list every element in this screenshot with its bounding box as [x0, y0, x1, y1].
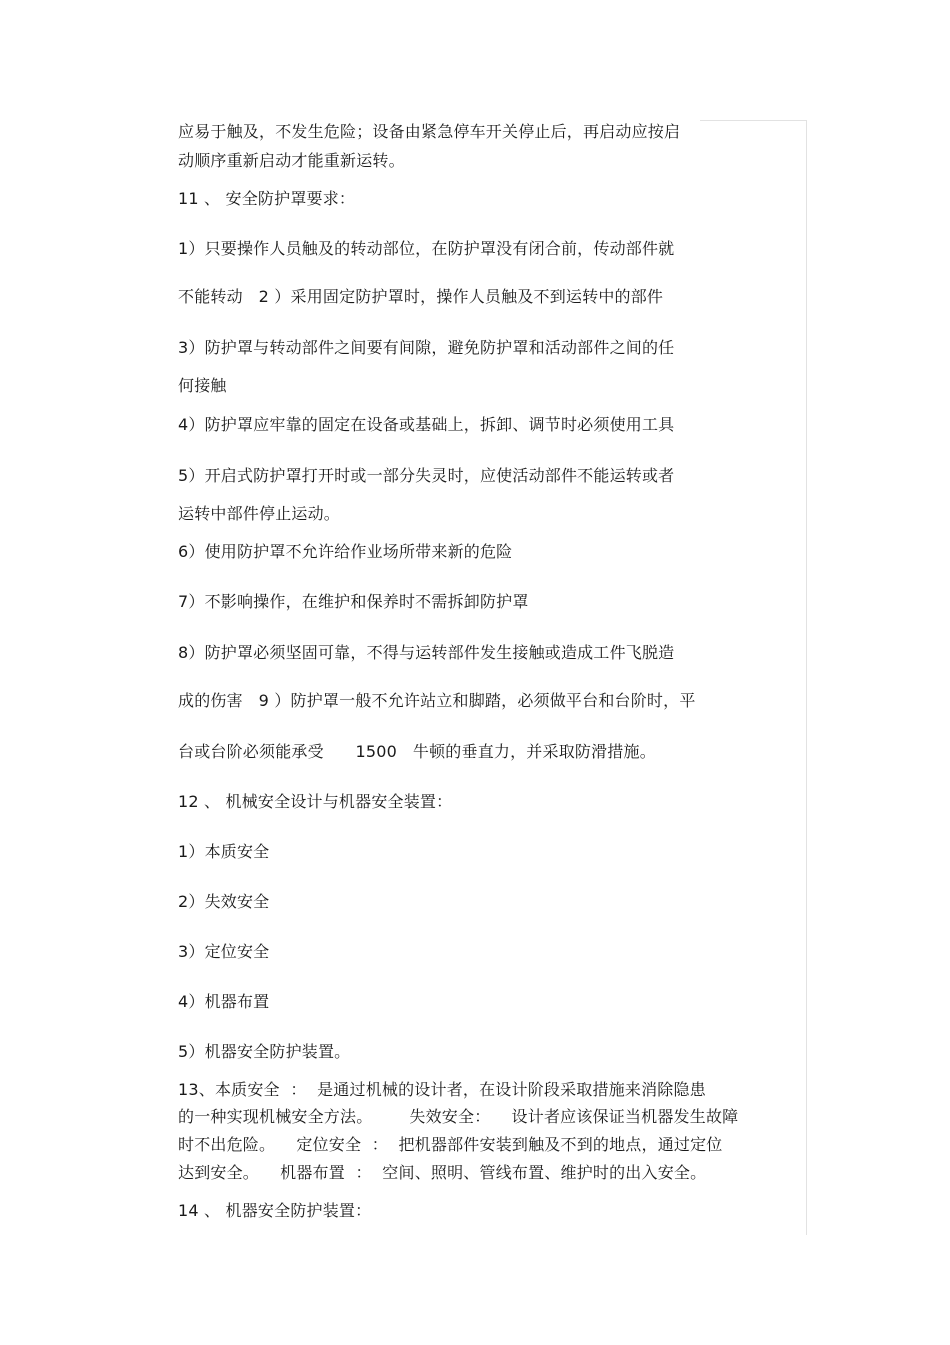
text-line-9: 5）开启式防护罩打开时或一部分失灵时，应使活动部件不能运转或者 [178, 466, 675, 485]
section-heading-14: 14 、 机器安全防护装置： [178, 1201, 372, 1220]
text-line-7: 何接触 [178, 376, 227, 395]
text-line-6: 3）防护罩与转动部件之间要有间隙，避免防护罩和活动部件之间的任 [178, 338, 675, 357]
text-line-8: 4）防护罩应牢靠的固定在设备或基础上，拆卸、调节时必须使用工具 [178, 415, 675, 434]
text-line-4: 1）只要操作人员触及的转动部位，在防护罩没有闭合前，传动部件就 [178, 239, 675, 258]
page-border-top [700, 120, 807, 121]
list-item-2: 2）失效安全 [178, 892, 270, 911]
text-line-13: 8）防护罩必须坚固可靠，不得与运转部件发生接触或造成工件飞脱造 [178, 643, 675, 662]
section-heading-12: 12 、 机械安全设计与机器安全装置： [178, 792, 453, 811]
text-line-10: 运转中部件停止运动。 [178, 504, 341, 523]
text-line-15: 台或台阶必须能承受 1500 牛顿的垂直力，并采取防滑措施。 [178, 742, 656, 761]
text-line-25: 达到安全。 机器布置 ： 空间、照明、管线布置、维护时的出入安全。 [178, 1163, 707, 1182]
text-line-1: 应易于触及，不发生危险；设备由紧急停车开关停止后，再启动应按启 [178, 122, 681, 141]
text-line-12: 7）不影响操作，在维护和保养时不需拆卸防护罩 [178, 592, 529, 611]
list-item-4: 4）机器布置 [178, 992, 270, 1011]
text-line-5: 不能转动 2 ）采用固定防护罩时，操作人员触及不到运转中的部件 [178, 287, 664, 306]
text-line-14: 成的伤害 9 ）防护罩一般不允许站立和脚踏，必须做平台和台阶时，平 [178, 691, 696, 710]
text-line-11: 6）使用防护罩不允许给作业场所带来新的危险 [178, 542, 513, 561]
list-item-5: 5）机器安全防护装置。 [178, 1042, 351, 1061]
list-item-1: 1）本质安全 [178, 842, 270, 861]
text-line-22: 13、本质安全 ： 是通过机械的设计者，在设计阶段采取措施来消除隐患 [178, 1080, 706, 1099]
text-line-2: 动顺序重新启动才能重新运转。 [178, 151, 405, 170]
text-line-24: 时不出危险。 定位安全 ： 把机器部件安装到触及不到的地点，通过定位 [178, 1135, 723, 1154]
text-line-23: 的一种实现机械安全方法。 失效安全： 设计者应该保证当机器发生故障 [178, 1107, 739, 1126]
section-heading-11: 11 、 安全防护罩要求： [178, 189, 356, 208]
list-item-3: 3）定位安全 [178, 942, 270, 961]
page-border-right [806, 120, 807, 1235]
